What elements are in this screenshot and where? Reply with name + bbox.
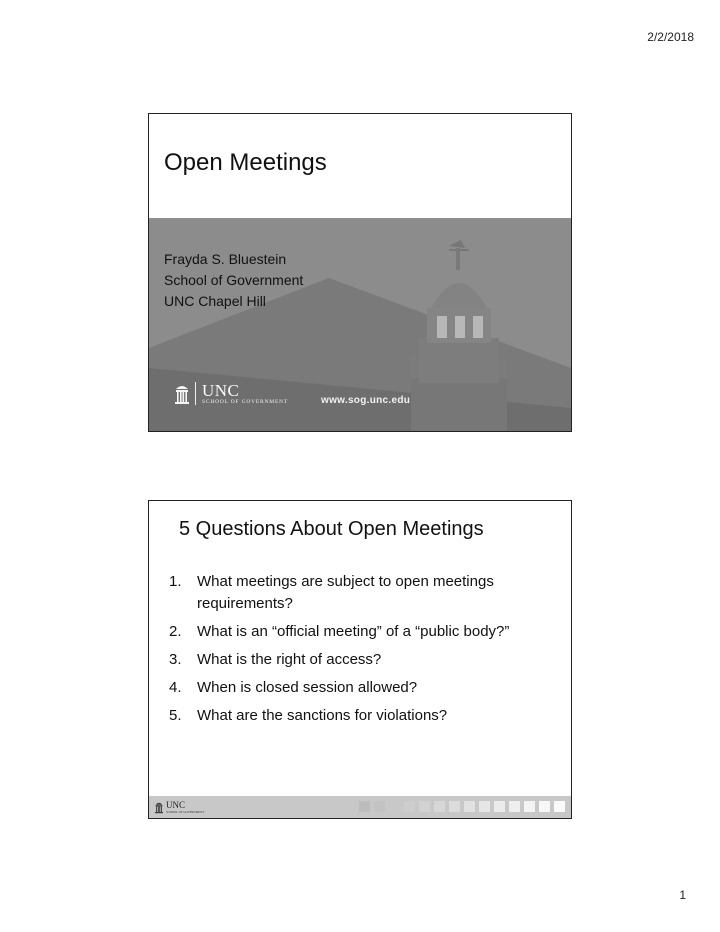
list-item <box>169 621 559 643</box>
item-number: 1. <box>169 573 182 590</box>
list-item <box>169 705 559 727</box>
footer-unc-logo <box>155 801 204 814</box>
question-list <box>169 571 559 733</box>
item-text: What is an “official meeting” of a “public body?” <box>197 623 510 640</box>
decorative-square <box>539 801 550 812</box>
footer-logo-text <box>166 801 204 814</box>
list-item <box>169 677 559 699</box>
decorative-square <box>434 801 445 812</box>
decorative-square <box>359 801 370 812</box>
decorative-square <box>374 801 385 812</box>
list-item <box>169 649 559 671</box>
decorative-square <box>419 801 430 812</box>
item-number: 5. <box>169 707 182 724</box>
decorative-square <box>464 801 475 812</box>
logo-text <box>195 382 288 405</box>
item-number: 3. <box>169 651 182 668</box>
page-number: 1 <box>679 888 686 902</box>
footer-logo-sub: SCHOOL OF GOVERNMENT <box>166 809 205 814</box>
author-name: Frayda S. Bluestein <box>164 251 287 267</box>
unc-logo <box>175 382 288 405</box>
decorative-square <box>524 801 535 812</box>
item-number: 2. <box>169 623 182 640</box>
item-text: When is closed session allowed? <box>197 679 418 696</box>
decorative-square <box>554 801 565 812</box>
questions-slide <box>148 500 572 819</box>
slide-heading: 5 Questions About Open Meetings <box>179 518 484 540</box>
decorative-square <box>509 801 520 812</box>
page-date: 2/2/2018 <box>647 30 694 44</box>
old-well-icon <box>175 383 189 405</box>
author-university: UNC Chapel Hill <box>164 293 266 309</box>
logo-unc: UNC <box>202 381 240 400</box>
slide-title: Open Meetings <box>164 149 327 176</box>
author-block <box>164 249 303 312</box>
author-school: School of Government <box>164 272 304 288</box>
decorative-squares <box>359 801 565 812</box>
title-area <box>149 114 571 218</box>
item-text: What is the right of access? <box>197 651 382 668</box>
decorative-square <box>449 801 460 812</box>
slide-footer <box>149 796 571 818</box>
old-well-icon <box>155 801 163 814</box>
decorative-square <box>494 801 505 812</box>
decorative-square <box>389 801 400 812</box>
decorative-square <box>479 801 490 812</box>
footer-logo-unc: UNC <box>166 799 186 810</box>
decorative-square <box>404 801 415 812</box>
item-text: What meetings are subject to open meetings requirements? <box>197 573 494 612</box>
title-slide <box>148 113 572 432</box>
website-url: www.sog.unc.edu <box>321 395 411 406</box>
logo-sub: SCHOOL OF GOVERNMENT <box>202 399 289 405</box>
list-item <box>169 571 559 615</box>
item-text: What are the sanctions for violations? <box>197 707 448 724</box>
item-number: 4. <box>169 679 182 696</box>
